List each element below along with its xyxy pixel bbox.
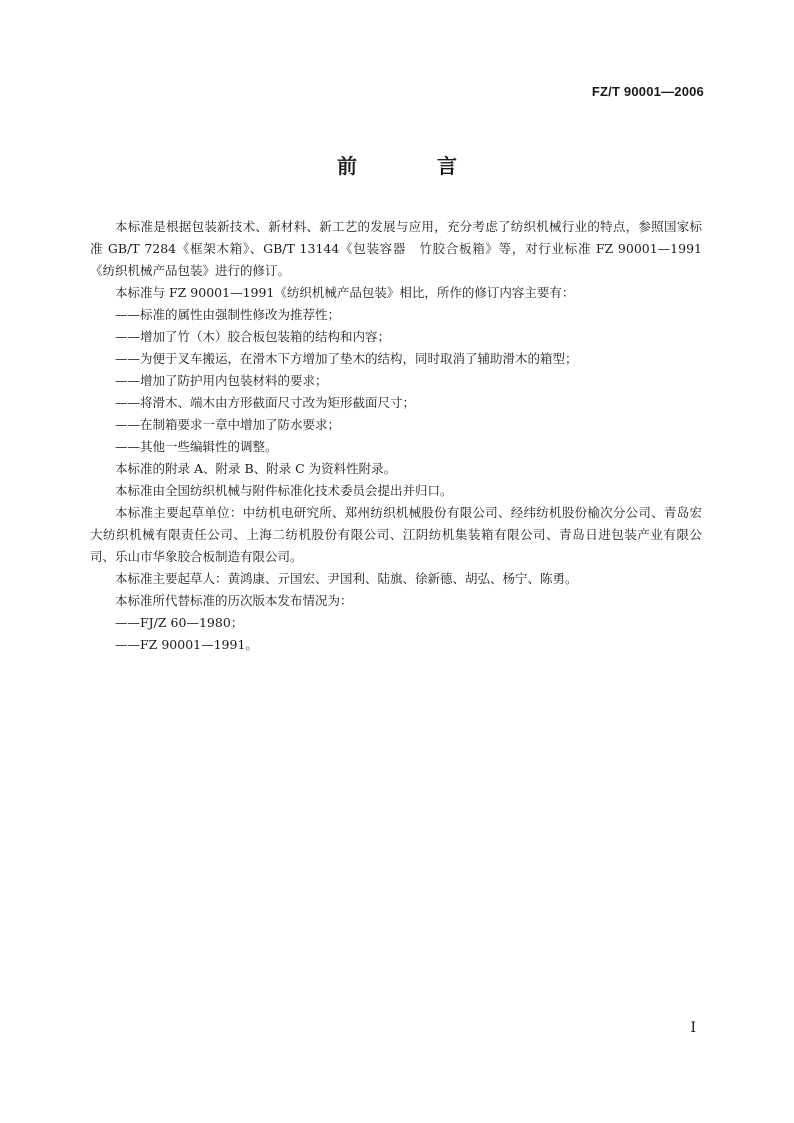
paragraph: 本标准主要起草单位：中纺机电研究所、郑州纺织机械股份有限公司、经纬纺机股份榆次分公司、青岛宏大纺织机械有限责任公司、上海二纺机股份有限公司、江阴纺机集装箱有限公司、青岛日进包装产业有限公司、乐山市华象胶合板制造有限公司。 [90, 505, 702, 564]
list-item: ——增加了竹（木）胶合板包装箱的结构和内容； [115, 329, 391, 344]
list-item: ——在制箱要求一章中增加了防水要求； [115, 417, 341, 432]
list-item: ——为便于叉车搬运，在滑木下方增加了垫木的结构，同时取消了辅助滑木的箱型； [115, 351, 578, 366]
page-number: I [690, 1020, 696, 1036]
paragraph: 本标准主要起草人：黄鸿康、亓国宏、尹国利、陆旗、徐新德、胡弘、杨宁、陈勇。 [115, 571, 578, 586]
paragraph: 本标准与 FZ 90001—1991《纺织机械产品包装》相比，所作的修订内容主要有： [115, 285, 575, 300]
list-item: ——FJ/Z 60—1980； [115, 615, 244, 630]
standard-code: FZ/T 90001—2006 [591, 84, 704, 99]
page-title: 前 言 [337, 154, 487, 178]
paragraph: 本标准所代替标准的历次版本发布情况为： [115, 593, 353, 608]
list-item: ——将滑木、端木由方形截面尺寸改为矩形截面尺寸； [115, 395, 416, 410]
list-item: ——增加了防护用内包装材料的要求； [115, 373, 328, 388]
list-item: ——标准的属性由强制性修改为推荐性； [115, 307, 341, 322]
paragraph: 本标准的附录 A、附录 B、附录 C 为资料性附录。 [115, 461, 397, 476]
paragraph: 本标准由全国纺织机械与附件标准化技术委员会提出并归口。 [115, 483, 453, 498]
foreword-body [90, 216, 702, 656]
paragraph: 本标准是根据包装新技术、新材料、新工艺的发展与应用，充分考虑了纺织机械行业的特点，参照国家标准 GB/T 7284《框架木箱》、GB/T 13144《包装容器 竹胶合板箱》等，对行业标准 FZ 90001—1991《纺织机械产品包装》进行的修订。 [90, 219, 702, 278]
list-item: ——其他一些编辑性的调整。 [115, 439, 278, 454]
list-item: ——FZ 90001—1991。 [115, 637, 258, 652]
